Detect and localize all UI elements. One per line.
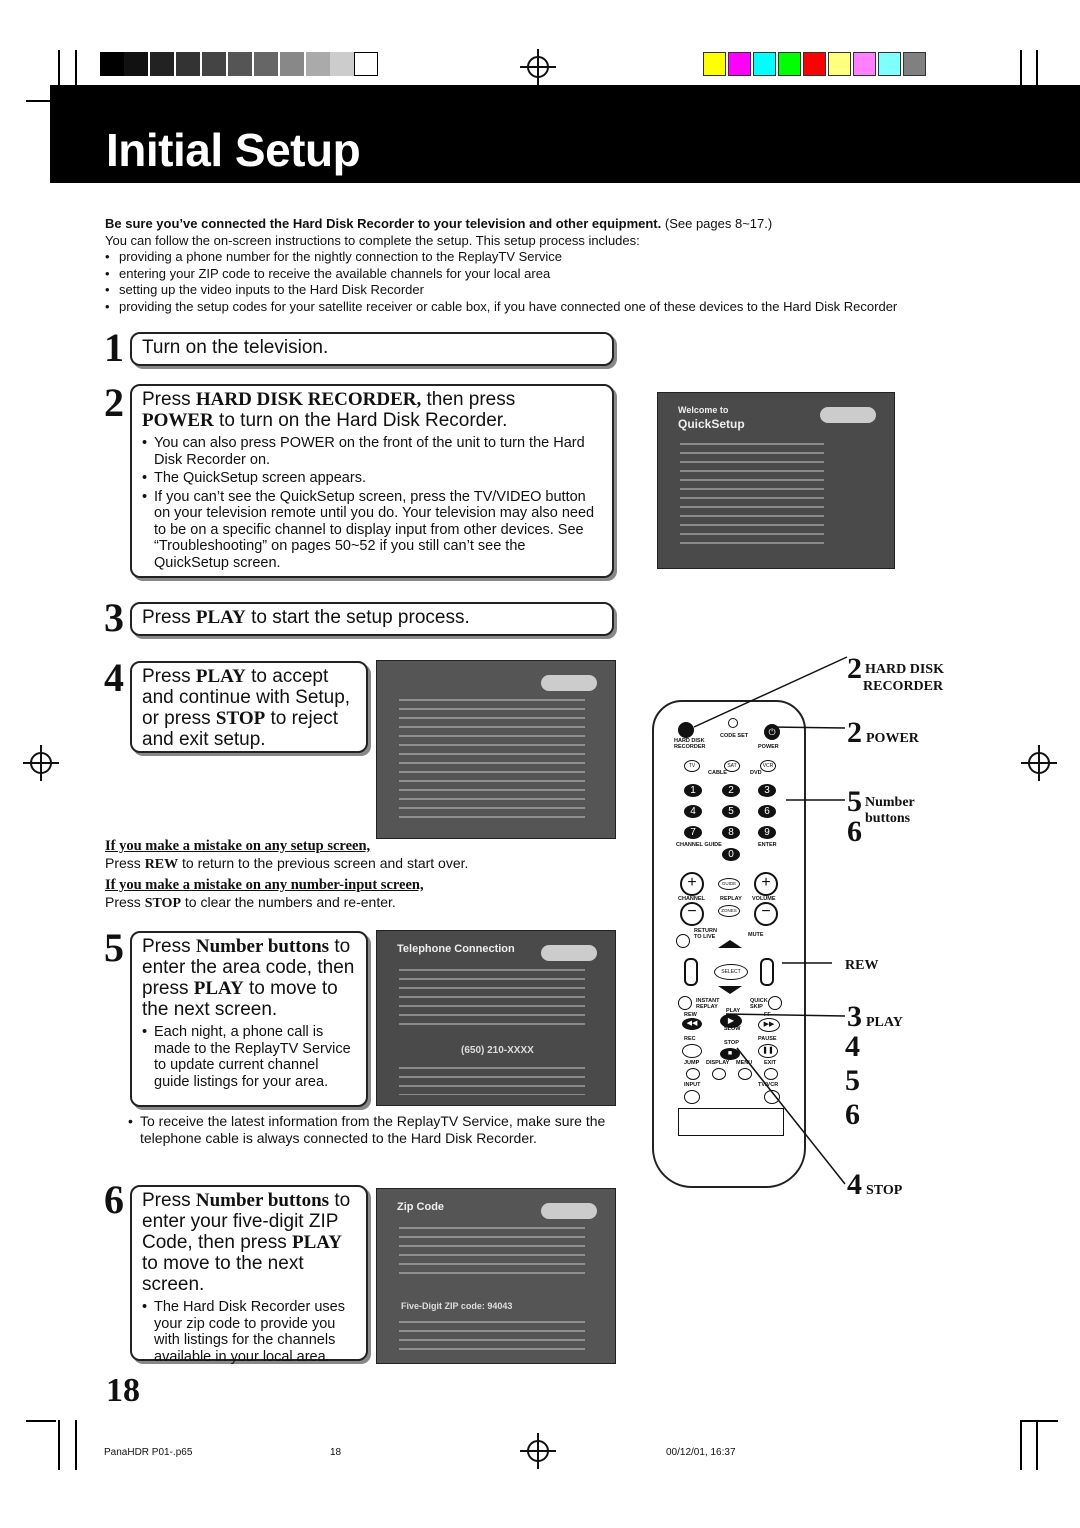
sat-button[interactable]: SAT (724, 760, 740, 772)
step-bullet: • If you can’t see the QuickSetup screen, press the TV/VIDEO button on your television remote until you do. Your television may also need to be on a specific channel to display input from other devices. See “Troubleshooting” on pages 50~52 if you still can’t see the QuickSetup screen. (142, 489, 602, 572)
step-text: to reject and exit setup. (142, 708, 339, 750)
remote-label: CODE SET (720, 733, 749, 739)
callout-num: 6 (845, 1098, 860, 1131)
page-number: 18 (106, 1372, 140, 1409)
remote-label: JUMP (684, 1060, 700, 1066)
number-5-button[interactable]: 5 (722, 805, 740, 818)
step-1-text: Turn on the television. (142, 337, 329, 358)
step-text: Press (142, 666, 196, 687)
number-2-button[interactable]: 2 (722, 784, 740, 797)
channel-up-button[interactable]: + (680, 872, 704, 896)
tv-button[interactable]: TV (684, 760, 700, 772)
callout-text: buttons (865, 811, 911, 826)
step-text: to move to the next screen. (142, 1253, 304, 1295)
remote-label: FF (764, 1012, 771, 1018)
intro-bullet: • entering your ZIP code to receive the available channels for your local area (105, 266, 975, 283)
number-1-button[interactable]: 1 (684, 784, 702, 797)
step-text: Press (142, 936, 196, 957)
callout-play (847, 1000, 903, 1034)
intro-bullet: • providing the setup codes for your satellite receiver or cable box, if you have connected one of these devices to the Hard Disk Recorder (105, 299, 975, 316)
screen-caption: Welcome to (678, 405, 729, 415)
footer-file: PanaHDR P01-.p65 (104, 1447, 193, 1458)
screen-zip: Five-Digit ZIP code: 94043 (401, 1301, 513, 1311)
remote-label: HARD DISK RECORDER (674, 738, 706, 750)
screen-phone: (650) 210-XXXX (461, 1045, 534, 1056)
step-key: PLAY (195, 666, 246, 687)
mistake-text: to clear the numbers and re-enter. (181, 894, 396, 910)
remote-label: ENTER (758, 842, 777, 848)
select-button[interactable]: SELECT (714, 964, 748, 980)
step-text: Press (142, 389, 196, 410)
page-title: Initial Setup (106, 124, 361, 176)
callout-text: PLAY (866, 1015, 903, 1030)
screen-title: Zip Code (397, 1201, 445, 1213)
remote-label: REW (684, 1012, 697, 1018)
remote-label: DVD (750, 770, 762, 776)
remote-label: VOLUME (752, 896, 776, 902)
remote-label: TV/VCR (758, 1082, 779, 1088)
step-text: to enter the area code, then press (142, 936, 355, 999)
step-number: 5 (104, 925, 124, 970)
play-button[interactable]: ▶ (720, 1014, 742, 1028)
callout-num: 6 (847, 815, 862, 848)
screen-title: Telephone Connection (397, 943, 515, 955)
remote-label: MUTE (748, 932, 764, 938)
volume-up-button[interactable]: + (754, 872, 778, 896)
number-7-button[interactable]: 7 (684, 826, 702, 839)
callout-text: REW (845, 958, 879, 973)
step-text: to enter your five-digit ZIP Code, then press (142, 1190, 351, 1253)
remote-label: CHANNEL (678, 896, 705, 902)
number-9-button[interactable]: 9 (758, 826, 776, 839)
callout-text: STOP (866, 1183, 903, 1198)
callout-steps-4-5-6 (845, 1030, 860, 1132)
step-key: POWER (142, 410, 214, 431)
step-number: 6 (104, 1177, 124, 1222)
callout-num: 5 (845, 1064, 860, 1097)
callout-hard-disk-recorder (847, 652, 944, 694)
step-text: Press (142, 1190, 196, 1211)
callout-num: 4 (845, 1030, 860, 1063)
step-text: then press (421, 389, 516, 410)
number-4-button[interactable]: 4 (684, 805, 702, 818)
remote-label: INPUT (684, 1082, 701, 1088)
number-6-button[interactable]: 6 (758, 805, 776, 818)
footer-page: 18 (330, 1447, 342, 1458)
step-number: 3 (104, 595, 124, 640)
remote-label: INSTANT REPLAY (696, 998, 720, 1010)
mistake-text: Press (105, 894, 145, 910)
number-0-button[interactable]: 0 (722, 848, 740, 861)
callout-power (847, 716, 919, 750)
callout-text: HARD DISK (865, 662, 944, 677)
remote-label: REPLAY (720, 896, 742, 902)
step-number: 4 (104, 655, 124, 700)
mistake-key: REW (144, 857, 179, 872)
volume-down-button[interactable]: − (754, 902, 778, 926)
callout-text: RECORDER (863, 679, 944, 694)
remote-label: QUICK SKIP (750, 998, 768, 1010)
stop-button[interactable]: ■ (720, 1048, 740, 1060)
callout-num: 5 (847, 785, 862, 818)
remote-label: PAUSE (758, 1036, 777, 1042)
callout-rew (845, 956, 878, 974)
intro-bold: Be sure you’ve connected the Hard Disk Recorder to your television and other equipment. (105, 216, 662, 231)
step-5-note: • To receive the latest information from the ReplayTV Service, make sure the telephone cable is always connected to the Hard Disk Recorder. (128, 1113, 606, 1146)
number-3-button[interactable]: 3 (758, 784, 776, 797)
zones-button[interactable]: ZONES (718, 905, 740, 917)
pause-button[interactable]: ❚❚ (758, 1044, 778, 1058)
step-key: PLAY (193, 978, 244, 999)
step-key: Number buttons (195, 1190, 330, 1211)
step-bullet: • You can also press POWER on the front of the unit to turn the Hard Disk Recorder on. (142, 435, 602, 468)
channel-down-button[interactable]: − (680, 902, 704, 926)
step-number: 2 (104, 380, 124, 425)
step-text: Press (142, 607, 196, 628)
step-note: To receive the latest information from the ReplayTV Service, make sure the telephone cable is always connected to the Hard Disk Recorder. (140, 1113, 606, 1146)
screen-title: QuickSetup (678, 417, 745, 431)
power-button[interactable]: ⏻ (764, 724, 780, 740)
number-8-button[interactable]: 8 (722, 826, 740, 839)
intro-bullet: • setting up the video inputs to the Hard Disk Recorder (105, 282, 975, 299)
step-text: to start the setup process. (245, 607, 470, 628)
guide-button[interactable]: GUIDE (718, 878, 740, 890)
ff-button[interactable]: ▶▶ (758, 1018, 780, 1032)
step-bullet: • The Hard Disk Recorder uses your zip code to provide you with listings for the channels available in your local area. (142, 1299, 356, 1365)
step-text: to move to the next screen. (142, 978, 338, 1020)
step-bullet: • The QuickSetup screen appears. (142, 470, 602, 487)
intro-line: You can follow the on-screen instructions to complete the setup. This setup process includes: (105, 232, 640, 248)
callout-stop (847, 1168, 902, 1202)
step-bullet: • Each night, a phone call is made to the ReplayTV Service to update current channel guide listings for your area. (142, 1024, 356, 1090)
step-key: Number buttons (195, 936, 330, 957)
footer-date: 00/12/01, 16:37 (666, 1447, 736, 1458)
remote-label: RETURN TO LIVE (694, 928, 717, 940)
intro-bullet: • providing a phone number for the nightly connection to the ReplayTV Service (105, 249, 975, 266)
callout-num: 2 (847, 716, 862, 749)
rew-button[interactable]: ◀◀ (682, 1018, 702, 1030)
callout-text: POWER (866, 731, 919, 746)
remote-label: STOP (724, 1040, 739, 1046)
callout-num: 4 (847, 1168, 862, 1201)
remote-label: POWER (758, 744, 779, 750)
mistake-text: to return to the previous screen and start over. (178, 855, 469, 871)
step-text: to accept and continue with Setup, or press (142, 666, 351, 729)
remote-label: CHANNEL GUIDE (676, 842, 722, 848)
step-number: 1 (104, 325, 124, 370)
mistake-heading: If you make a mistake on any setup screen, (105, 838, 371, 854)
remote-label: CABLE (708, 770, 727, 776)
vcr-button[interactable]: VCR (760, 760, 776, 772)
step-key: PLAY (195, 607, 246, 628)
intro-see: (See pages 8~17.) (664, 216, 773, 231)
step-text: to turn on the Hard Disk Recorder. (213, 410, 508, 431)
callout-num: 3 (847, 1000, 862, 1033)
callout-text: Number (865, 795, 915, 810)
step-key: HARD DISK RECORDER, (195, 389, 422, 410)
remote-label: REC (684, 1036, 696, 1042)
mistake-heading: If you make a mistake on any number-input screen, (105, 877, 424, 893)
mistake-text: Press (105, 855, 145, 871)
step-key: PLAY (291, 1232, 342, 1253)
remote-label: MENU (736, 1060, 753, 1066)
mistake-key: STOP (144, 896, 181, 911)
remote-label: PLAY (726, 1008, 741, 1014)
remote-label: SLOW (724, 1026, 741, 1032)
callout-num: 2 (847, 652, 862, 685)
remote-label: EXIT (764, 1060, 777, 1066)
remote-label: DISPLAY (706, 1060, 730, 1066)
callout-number-buttons (847, 785, 915, 848)
step-key: STOP (215, 708, 266, 729)
